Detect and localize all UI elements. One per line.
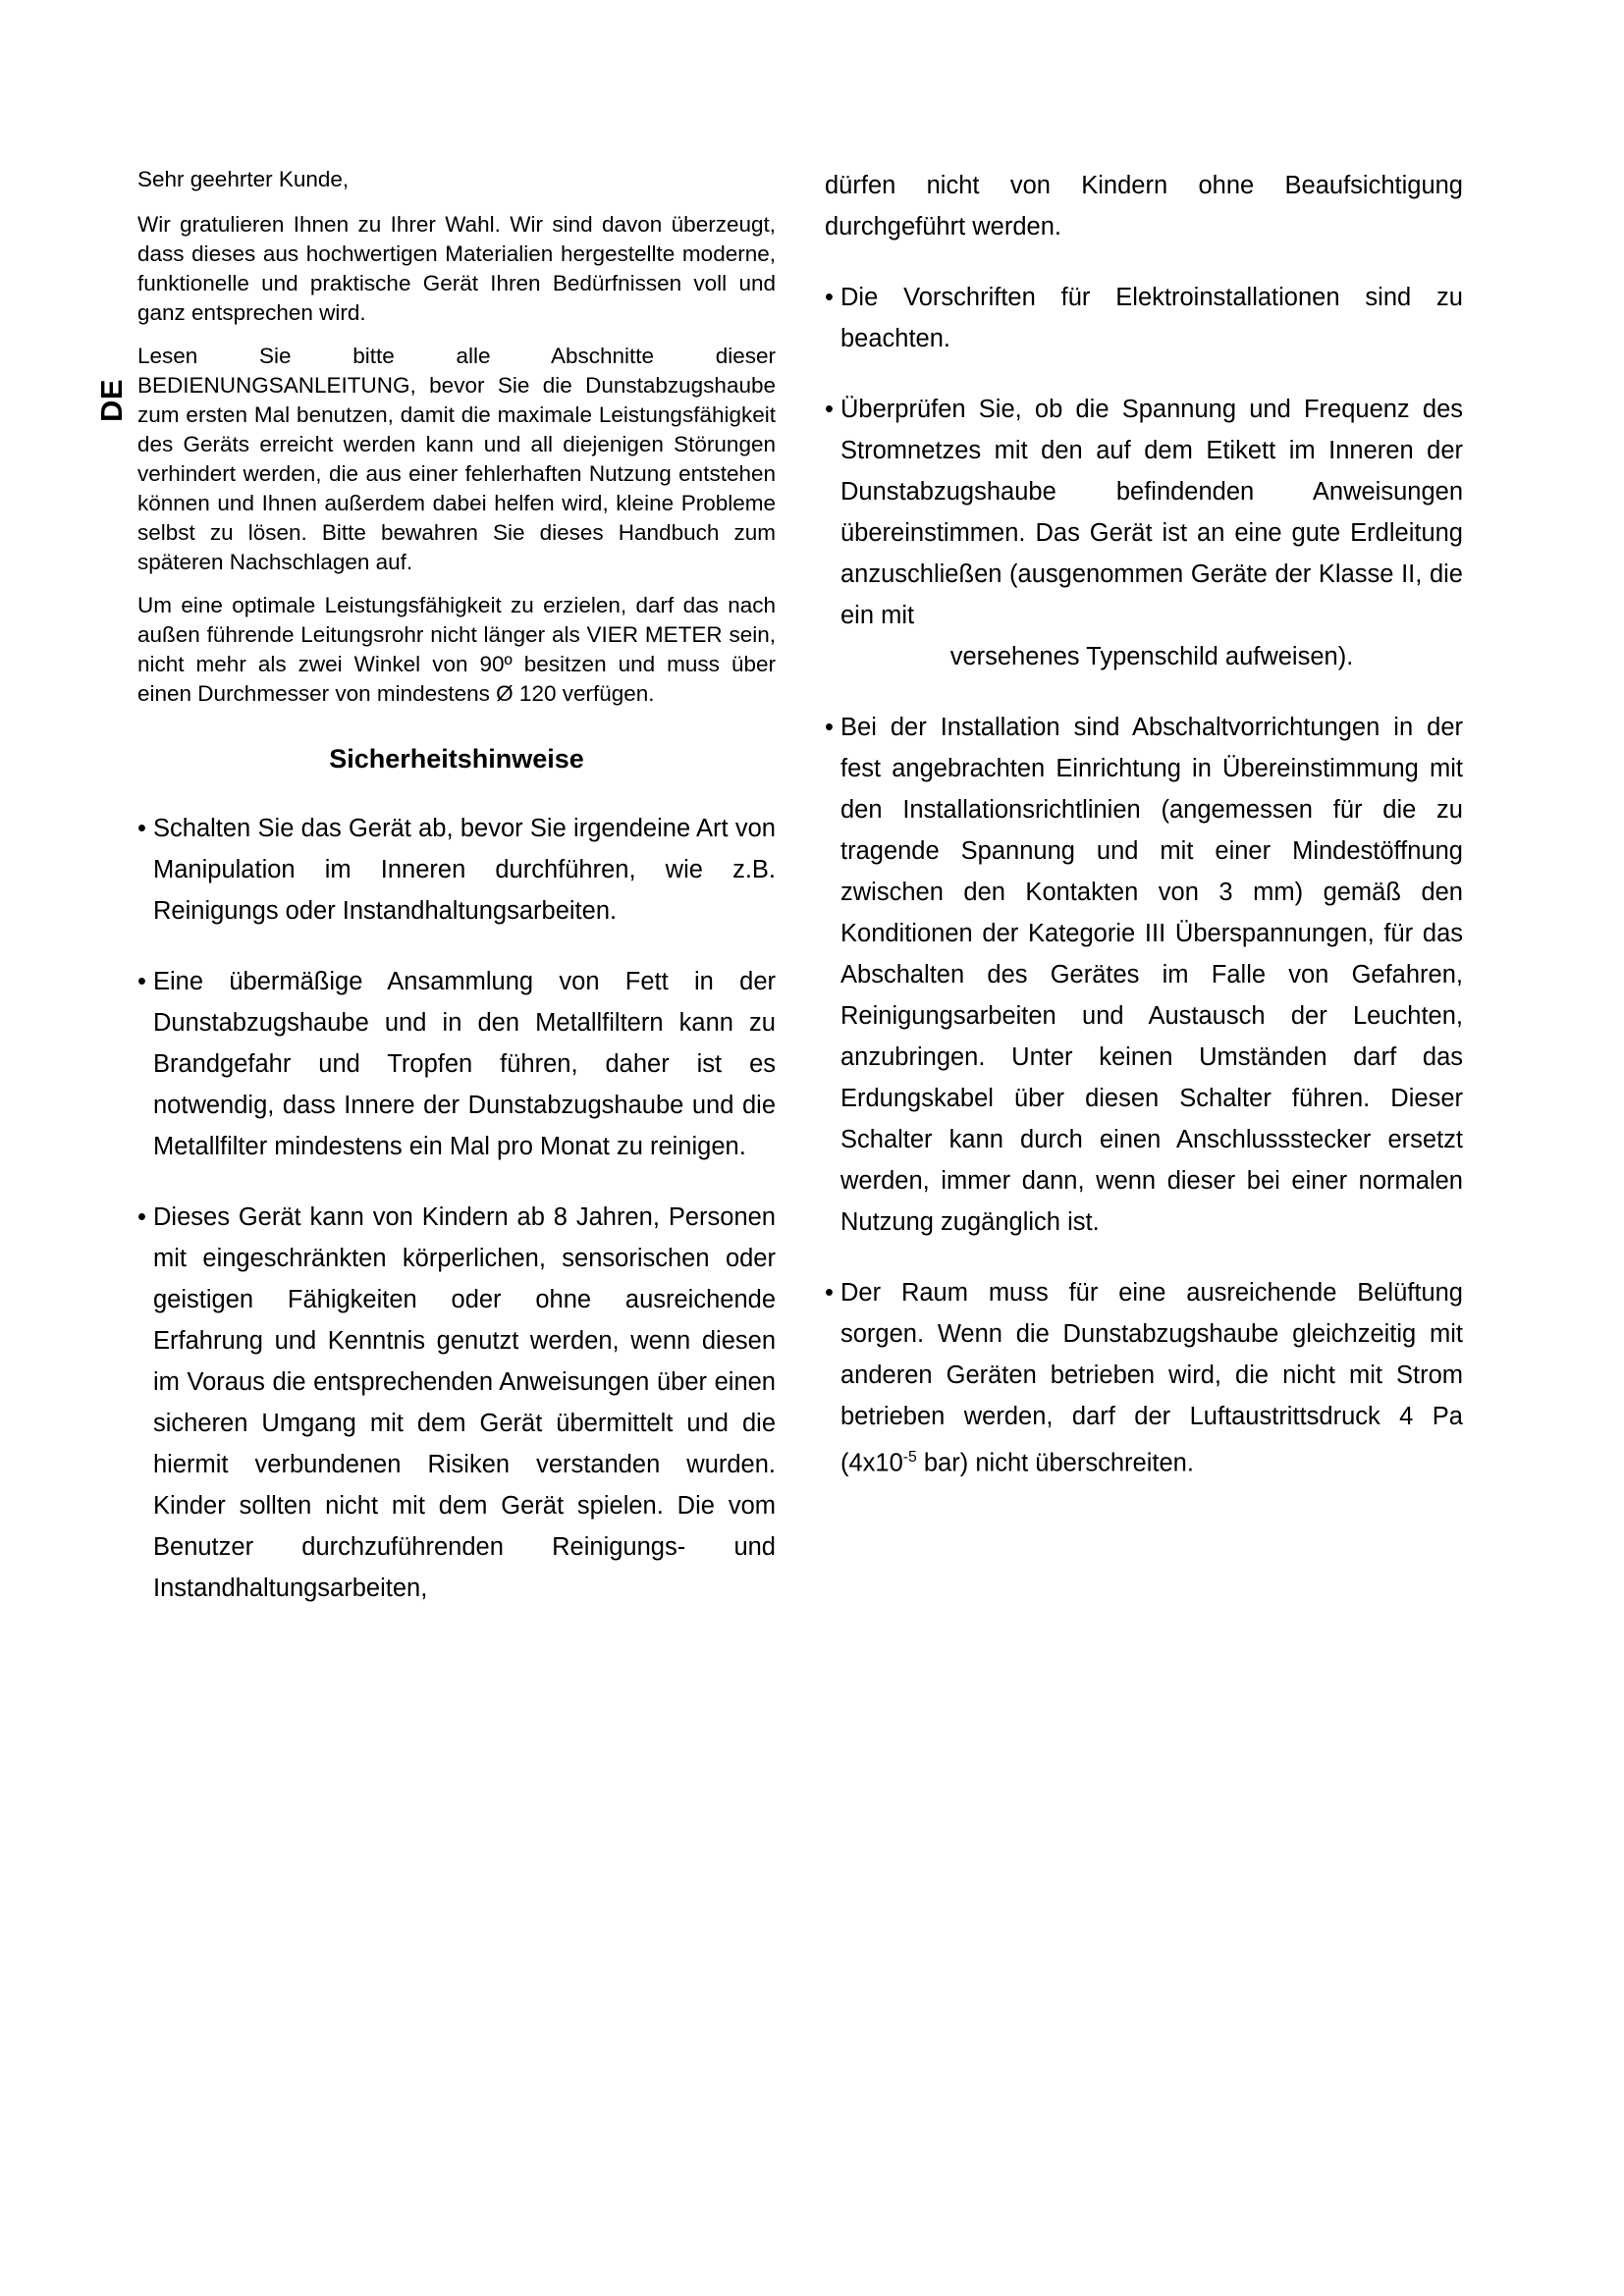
list-item-text: Eine übermäßige Ansammlung von Fett in der Dunstabzugshaube und in den Metallfiltern kann zu Brandgefahr und Tropfen führen, daher ist es notwendig, dass Innere der Dunstabzugshaube und die Metallfilter mindestens ein Mal pro Monat zu reinigen. (153, 968, 776, 1160)
list-item-text: Bei der Installation sind Abschaltvorrichtungen in der fest angebrachten Einrichtung in Übereinstimmung mit den Installationsrichtlinien (angemessen für die zu tragende Spannung und mit einer Mindestöffnung zwischen den Kontakten von 3 mm) gemäß den Konditionen der Kategorie III Überspannungen, für das Abschalten des Gerätes im Falle von Gefahren, Reinigungsarbeiten und Austausch der Leuchten, anzubringen. Unter keinen Umständen darf das Erdungskabel über diesen Schalter führen. Dieser Schalter kann durch einen Anschlussstecker ersetzt werden, immer dann, wenn dieser bei einer normalen Nutzung zugänglich ist. (840, 714, 1463, 1236)
safety-bullet-list-left (137, 808, 776, 1609)
left-column (137, 165, 776, 1609)
intro-paragraph-1: Wir gratulieren Ihnen zu Ihrer Wahl. Wir sind davon überzeugt, dass dieses aus hochwertigen Materialien hergestellte moderne, funktionelle und praktische Gerät Ihren Bedürfnissen voll und ganz entsprechen wird. (137, 212, 776, 325)
list-item (137, 808, 776, 932)
section-title-safety: Sicherheitshinweise (329, 744, 584, 774)
bullet-icon: • (825, 714, 834, 741)
list-item-text: Überprüfen Sie, ob die Spannung und Frequenz des Stromnetzes mit den auf dem Etikett im Inneren der Dunstabzugshaube befindenden Anweisungen übereinstimmen. Das Gerät ist an eine gute Erdleitung anzuschließen (ausgenommen Geräte der Klasse II, die ein mit (840, 396, 1463, 629)
list-item (825, 707, 1463, 1243)
list-item-text-suffix: bar) nicht überschreiten. (916, 1449, 1194, 1477)
list-item (825, 277, 1463, 359)
bullet-icon: • (137, 1203, 146, 1231)
continuation-paragraph: dürfen nicht von Kindern ohne Beaufsichtigung durchgeführt werden. (825, 172, 1463, 240)
list-item-text: Dieses Gerät kann von Kindern ab 8 Jahren, Personen mit eingeschränkten körperlichen, sensorischen oder geistigen Fähigkeiten oder ohne ausreichende Erfahrung und Kenntnis genutzt werden, wenn diesen im Voraus die entsprechenden Anweisungen über einen sicheren Umgang mit dem Gerät übermittelt und die hiermit verbundenen Risiken verstanden wurden. Kinder sollten nicht mit dem Gerät spielen. Die vom Benutzer durchzuführenden Reinigungs- und Instandhaltungsarbeiten, (153, 1203, 776, 1602)
list-item-text: Der Raum muss für eine ausreichende Belüftung sorgen. Wenn die Dunstabzugshaube gleichzeitig mit anderen Geräten betrieben wird, die nicht mit Strom betrieben werden, darf der Luftaustrittsdruck 4 Pa (4x10 (840, 1279, 1463, 1477)
list-item (825, 389, 1463, 677)
bullet-icon: • (137, 815, 146, 842)
language-tag: DE (94, 378, 129, 422)
list-item (137, 1197, 776, 1609)
exponent-text: -5 (902, 1449, 917, 1466)
intro-paragraph-2: Lesen Sie bitte alle Abschnitte dieser BEDIENUNGSANLEITUNG, bevor Sie die Dunstabzugshaube zum ersten Mal benutzen, damit die maximale Leistungsfähigkeit des Geräts erreicht werden kann und all diejenigen Störungen verhindert werden, die aus einer fehlerhaften Nutzung entstehen können und Ihnen außerdem dabei helfen wird, kleine Probleme selbst zu lösen. Bitte bewahren Sie dieses Handbuch zum späteren Nachschlagen auf. (137, 344, 776, 574)
list-item-text: Die Vorschriften für Elektroinstallationen sind zu beachten. (840, 284, 1463, 352)
list-item (137, 961, 776, 1167)
safety-bullet-list-right (825, 277, 1463, 1484)
list-item-text: Schalten Sie das Gerät ab, bevor Sie irgendeine Art von Manipulation im Inneren durchführen, wie z.B. Reinigungs oder Instandhaltungsarbeiten. (153, 815, 776, 925)
bullet-icon: • (825, 1279, 834, 1307)
list-item-text-last-line: versehenes Typenschild aufweisen). (949, 643, 1354, 670)
intro-paragraph-3: Um eine optimale Leistungsfähigkeit zu erzielen, darf das nach außen führende Leitungsrohr nicht länger als VIER METER sein, nicht mehr als zwei Winkel von 90º besitzen und muss über einen Durchmesser von mindestens Ø 120 verfügen. (137, 593, 776, 706)
list-item (825, 1272, 1463, 1484)
bullet-icon: • (825, 284, 834, 311)
bullet-icon: • (825, 396, 834, 423)
greeting-paragraph: Sehr geehrter Kunde, (137, 167, 350, 191)
bullet-icon: • (137, 968, 146, 995)
right-column (825, 165, 1463, 1484)
